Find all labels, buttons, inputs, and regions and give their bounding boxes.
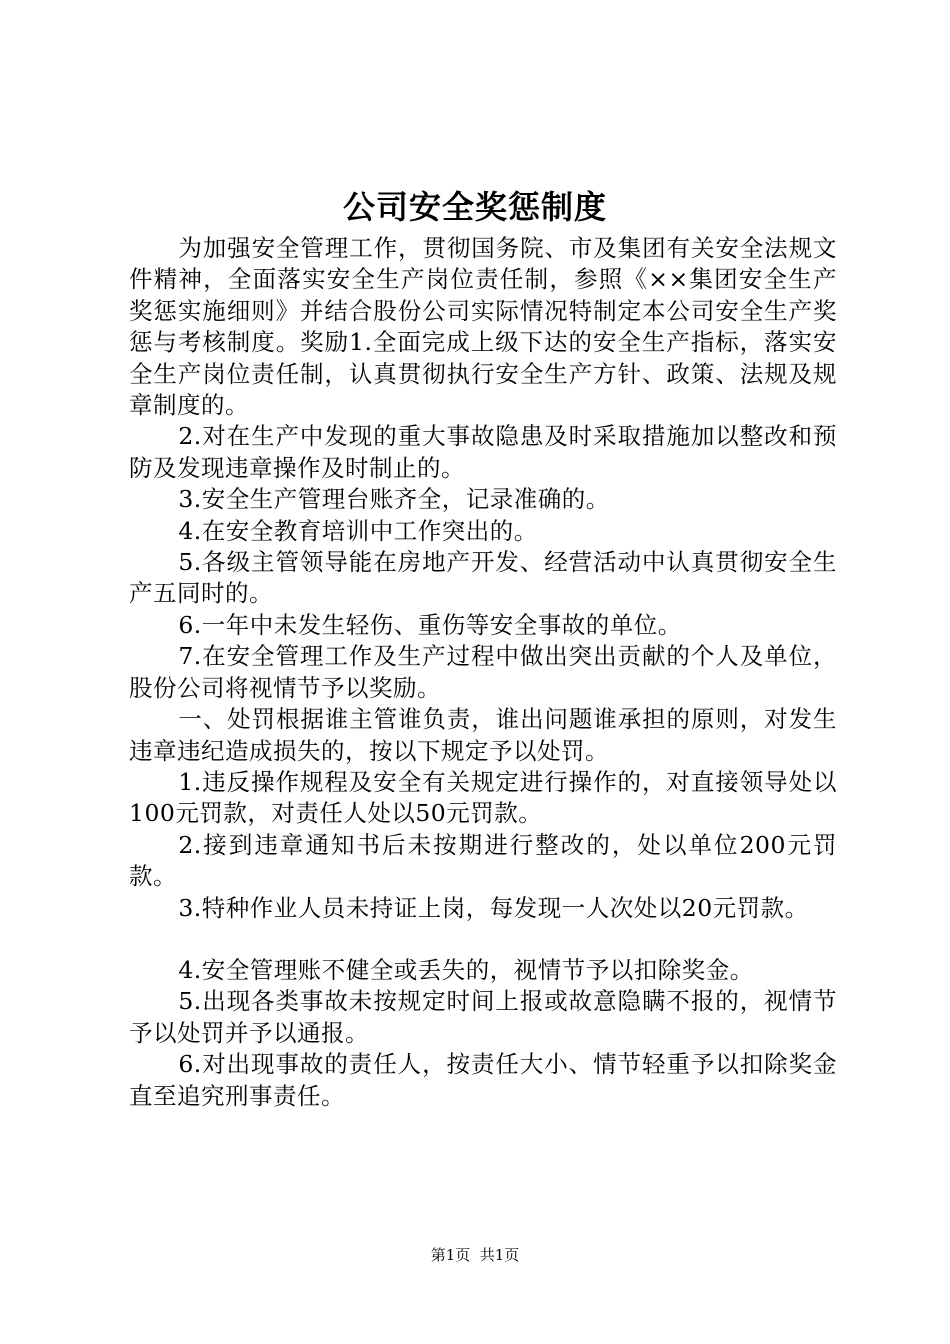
paragraph-intro: 为加强安全管理工作，贯彻国务院、市及集团有关安全法规文件精神，全面落实安全生产岗位责任制，参照《××集团安全生产奖惩实施细则》并结合股份公司实际情况特制定本公司安全生产奖惩与考核制度。奖励1.全面完成上级下达的安全生产指标，落实安全生产岗位责任制，认真贯彻执行安全生产方针、政策、法规及规章制度的。 [129, 234, 837, 420]
paragraph-penalty-4: 4.安全管理账不健全或丢失的，视情节予以扣除奖金。 [178, 955, 754, 984]
paragraph-penalty-3: 3.特种作业人员未持证上岗，每发现一人次处以20元罚款。 [178, 893, 809, 922]
paragraph-penalty-6: 6.对出现事故的责任人，按责任大小、情节轻重予以扣除奖金直至追究刑事责任。 [129, 1050, 837, 1110]
paragraph-reward-4: 4.在安全教育培训中工作突出的。 [178, 516, 538, 545]
paragraph-reward-2: 2.对在生产中发现的重大事故隐患及时采取措施加以整改和预防及发现违章操作及时制止的。 [129, 422, 837, 482]
blank-line [129, 924, 837, 955]
paragraph-penalty-1: 1.违反操作规程及安全有关规定进行操作的，对直接领导处以100元罚款，对责任人处以50元罚款。 [129, 767, 837, 828]
paragraph-reward-6: 6.一年中未发生轻伤、重伤等安全事故的单位。 [178, 610, 682, 639]
paragraph-reward-7: 7.在安全管理工作及生产过程中做出突出贡献的个人及单位，股份公司将视情节予以奖励。 [129, 642, 837, 702]
paragraph-penalty-intro: 一、处罚根据谁主管谁负责，谁出问题谁承担的原则，对发生违章违纪造成损失的，按以下规定予以处罚。 [129, 705, 837, 765]
page-footer: 第1页 共1页 [430, 1246, 520, 1264]
paragraph-reward-3: 3.安全生产管理台账齐全，记录准确的。 [178, 485, 610, 514]
paragraph-reward-5: 5.各级主管领导能在房地产开发、经营活动中认真贯彻安全生产五同时的。 [129, 548, 837, 608]
document-title: 公司安全奖惩制度 [342, 188, 607, 226]
paragraph-penalty-2: 2.接到违章通知书后未按期进行整改的，处以单位200元罚款。 [129, 830, 837, 891]
paragraph-penalty-5: 5.出现各类事故未按规定时间上报或故意隐瞒不报的，视情节予以处罚并予以通报。 [129, 987, 837, 1047]
document-body [129, 233, 837, 1112]
